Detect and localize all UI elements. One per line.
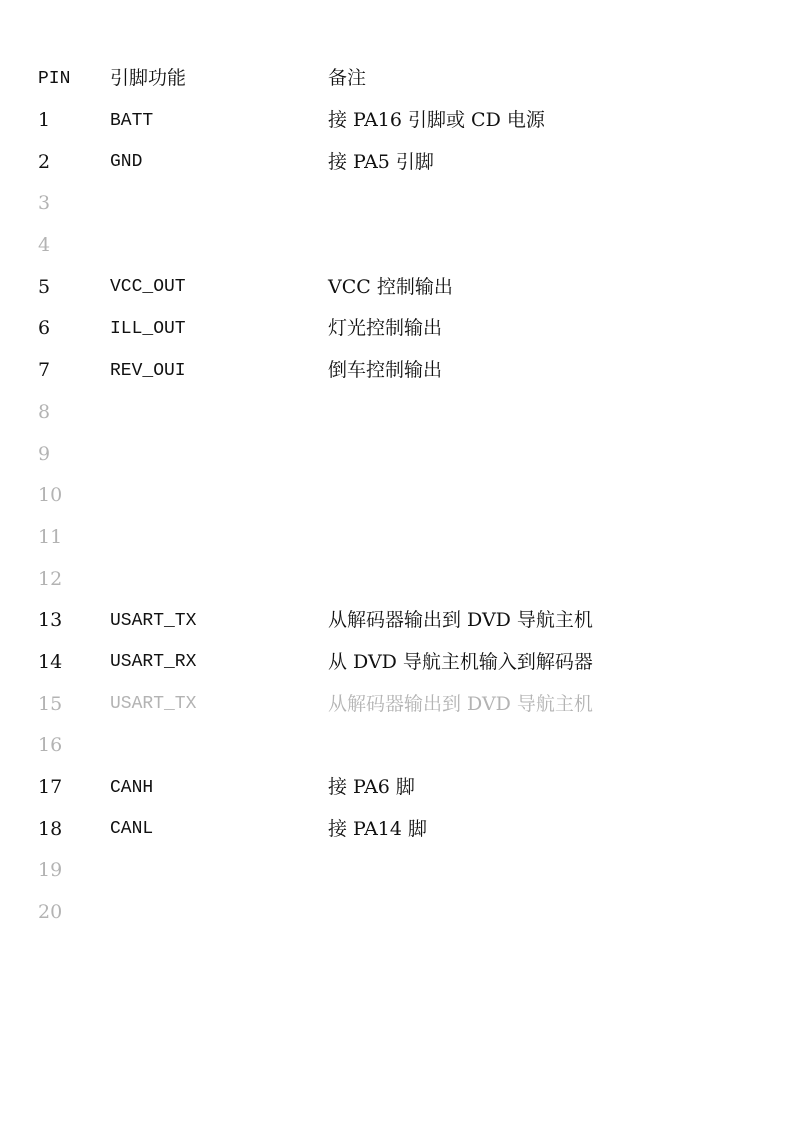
pin-function: USART_RX [110, 652, 197, 673]
pin-number: 20 [38, 901, 63, 924]
pin-note: 从 DVD 导航主机输入到解码器 [328, 650, 593, 673]
pin-number: 8 [38, 400, 51, 423]
pin-number: 17 [38, 776, 63, 799]
pin-number: 10 [38, 484, 63, 507]
pin-note: 从解码器输出到 DVD 导航主机 [328, 692, 593, 715]
table-row [38, 100, 738, 142]
pin-note: 接 PA16 引脚或 CD 电源 [328, 109, 545, 132]
pin-number: 4 [38, 234, 51, 257]
table-row [38, 266, 738, 308]
pin-table [38, 58, 738, 933]
pin-note: 灯光控制输出 [328, 317, 443, 340]
table-row [38, 558, 738, 600]
pin-note: 接 PA14 脚 [328, 817, 428, 840]
table-row [38, 183, 738, 225]
table-row [38, 475, 738, 517]
pin-note: 从解码器输出到 DVD 导航主机 [328, 609, 593, 632]
table-row [38, 141, 738, 183]
table-row [38, 683, 738, 725]
pin-note: VCC 控制输出 [328, 275, 453, 298]
table-header [38, 58, 738, 100]
pin-number: 16 [38, 734, 63, 757]
pin-number: 2 [38, 150, 51, 173]
pin-number: 5 [38, 275, 51, 298]
table-row [38, 350, 738, 392]
pin-function: USART_TX [110, 610, 197, 631]
pin-number: 19 [38, 859, 63, 882]
pin-number: 15 [38, 692, 63, 715]
pin-number: 12 [38, 567, 63, 590]
pin-note: 接 PA6 脚 [328, 776, 415, 799]
pin-number: 14 [38, 650, 63, 673]
pin-number: 6 [38, 317, 51, 340]
table-row [38, 725, 738, 767]
pin-function: USART_TX [110, 694, 197, 715]
header-note: 备注 [328, 67, 367, 90]
table-row [38, 600, 738, 642]
table-row [38, 642, 738, 684]
pin-number: 18 [38, 817, 63, 840]
pin-number: 9 [38, 442, 51, 465]
pin-note: 接 PA5 引脚 [328, 150, 434, 173]
table-row [38, 892, 738, 934]
table-row [38, 308, 738, 350]
header-function: 引脚功能 [110, 67, 187, 90]
pin-number: 13 [38, 609, 63, 632]
table-row [38, 225, 738, 267]
table-body [38, 100, 738, 934]
pin-function: CANH [110, 777, 154, 798]
pin-number: 7 [38, 359, 51, 382]
table-row [38, 850, 738, 892]
pin-function: VCC_OUT [110, 277, 186, 298]
table-row [38, 392, 738, 434]
table-row [38, 767, 738, 809]
table-row [38, 433, 738, 475]
pin-function: CANL [110, 819, 154, 840]
header-pin: PIN [38, 68, 71, 89]
pin-note: 倒车控制输出 [328, 359, 443, 382]
pin-function: REV_OUI [110, 360, 186, 381]
pin-function: GND [110, 152, 143, 173]
pin-number: 1 [38, 109, 51, 132]
pin-function: ILL_OUT [110, 318, 186, 339]
pin-function: BATT [110, 110, 154, 131]
pin-number: 11 [38, 525, 63, 548]
table-row [38, 808, 738, 850]
table-row [38, 517, 738, 559]
pin-number: 3 [38, 192, 51, 215]
